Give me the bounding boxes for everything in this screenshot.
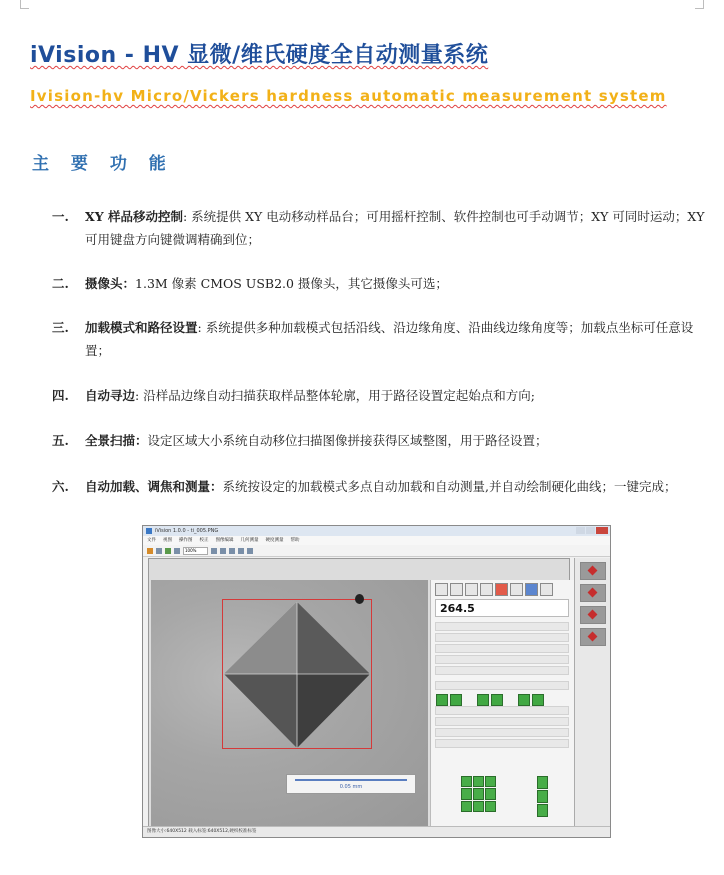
axis-led-icon (491, 694, 503, 706)
xy-jog-pad (461, 776, 497, 812)
scale-bar-line (295, 779, 407, 781)
feature-label: XY 样品移动控制 (85, 209, 183, 224)
feature-label: 摄像头： (85, 276, 136, 291)
menu-item[interactable]: 几何测量 (240, 538, 259, 543)
image-viewer[interactable] (151, 580, 428, 826)
page-corner-mark-left (20, 0, 29, 9)
surface-defect (355, 594, 364, 604)
control-panel (430, 580, 574, 826)
window-title: iVision 1.0.0 - ti_005.PNG (155, 528, 219, 534)
measure-icon[interactable] (238, 548, 244, 554)
record-tool-icon[interactable] (450, 583, 463, 596)
line-icon[interactable] (220, 548, 226, 554)
page-corner-mark-right (695, 0, 704, 9)
feature-body (85, 205, 708, 251)
feature-body (85, 316, 708, 362)
hardness-reading: 264.5 (435, 599, 569, 617)
text-icon[interactable] (211, 548, 217, 554)
feature-item-1 (52, 205, 708, 251)
zoom-select[interactable]: 100% (183, 547, 208, 555)
paste-tool-icon[interactable] (480, 583, 493, 596)
thumbnail-panel (574, 558, 610, 828)
feature-body (85, 384, 708, 407)
scale-bar (286, 774, 416, 794)
document-subtitle-text: Ivision-hv Micro/Vickers hardness automatic measurement system (30, 87, 667, 105)
feature-item-4 (52, 384, 708, 407)
z-home-icon[interactable] (537, 790, 548, 803)
scale-bar-label: 0.05 mm (339, 784, 363, 790)
window-controls (576, 527, 608, 534)
feature-body (85, 429, 708, 452)
z-jog-pad (537, 776, 548, 817)
position-row[interactable] (435, 706, 569, 715)
close-icon[interactable] (596, 527, 608, 534)
document-subtitle (30, 87, 667, 105)
feature-text: 系统按设定的加载模式多点自动加载和自动测量,并自动绘制硬化曲线；一键完成； (222, 479, 677, 494)
window-titlebar (143, 526, 610, 536)
arrow-down-icon[interactable] (473, 801, 484, 812)
refresh-tool-icon[interactable] (510, 583, 523, 596)
position-row[interactable] (435, 728, 569, 737)
feature-number: 一. (52, 209, 69, 224)
parameter-row[interactable] (435, 622, 569, 631)
arrow-down-left-icon[interactable] (461, 801, 472, 812)
menu-item[interactable]: 文件 (147, 538, 156, 543)
feature-label: 自动寻边 (85, 388, 136, 403)
save-icon[interactable] (156, 548, 162, 554)
parameter-row[interactable] (435, 655, 569, 664)
menu-item[interactable]: 操作图 (179, 538, 193, 543)
grid-icon[interactable] (247, 548, 253, 554)
menu-item[interactable]: 硬度测量 (265, 538, 284, 543)
arrow-up-right-icon[interactable] (485, 776, 496, 787)
settings-tool-icon[interactable] (525, 583, 538, 596)
angle-icon[interactable] (229, 548, 235, 554)
feature-text: : 系统提供多种加载模式包括沿线、沿边缘角度、沿曲线边缘角度等；加载点坐标可任意设置； (85, 320, 694, 358)
blank-tool-icon[interactable] (540, 583, 553, 596)
feature-number: 三. (52, 320, 69, 335)
feature-item-3 (52, 316, 708, 362)
app-icon (146, 528, 152, 534)
arrow-right-icon[interactable] (485, 788, 496, 799)
arrow-up-icon[interactable] (473, 776, 484, 787)
feature-item-6 (52, 475, 708, 498)
z-up-icon[interactable] (537, 776, 548, 789)
parameter-row[interactable] (435, 681, 569, 690)
image-thumbnail[interactable] (580, 628, 606, 646)
software-screenshot (142, 525, 611, 838)
arrow-down-right-icon[interactable] (485, 801, 496, 812)
arrow-left-icon[interactable] (461, 788, 472, 799)
feature-label: 加载模式和路径设置 (85, 320, 198, 335)
menu-bar (143, 536, 610, 545)
feature-text: : 系统提供 XY 电动移动样品台；可用摇杆控制、软件控制也可手动调节；XY 可同时运动；XY 可用键盘方向键微调精确到位； (85, 209, 705, 247)
feature-number: 四. (52, 388, 69, 403)
section-heading: 主 要 功 能 (32, 154, 174, 174)
axis-led-icon (436, 694, 448, 706)
open-icon[interactable] (147, 548, 153, 554)
measure-tool-icon[interactable] (435, 583, 448, 596)
camera-icon[interactable] (165, 548, 171, 554)
axis-led-icon (450, 694, 462, 706)
z-down-icon[interactable] (537, 804, 548, 817)
feature-item-2 (52, 272, 708, 295)
menu-item[interactable]: 视图 (163, 538, 172, 543)
document-title (30, 38, 488, 69)
pointer-icon[interactable] (174, 548, 180, 554)
feature-body (85, 475, 708, 498)
image-thumbnail[interactable] (580, 606, 606, 624)
image-thumbnail[interactable] (580, 584, 606, 602)
parameter-row[interactable] (435, 666, 569, 675)
feature-label: 全景扫描： (85, 433, 148, 448)
home-icon[interactable] (473, 788, 484, 799)
feature-number: 五. (52, 433, 69, 448)
axis-led-icon (518, 694, 530, 706)
feature-text: 设定区域大小系统自动移位扫描图像拼接获得区域整图，用于路径设置； (147, 433, 548, 448)
control-toolbar (435, 583, 553, 596)
feature-text: 1.3M 像素 CMOS USB2.0 摄像头，其它摄像头可选； (135, 276, 448, 291)
maximize-icon[interactable] (586, 527, 595, 534)
menu-item[interactable]: 图像编辑 (215, 538, 234, 543)
feature-item-5 (52, 429, 708, 452)
arrow-up-left-icon[interactable] (461, 776, 472, 787)
axis-status (435, 692, 569, 704)
parameter-row[interactable] (435, 633, 569, 642)
copy-tool-icon[interactable] (465, 583, 478, 596)
menu-item[interactable]: 校正 (199, 538, 209, 543)
toolbar (143, 545, 610, 557)
position-row[interactable] (435, 739, 569, 748)
parameter-rows (435, 622, 569, 750)
feature-label: 自动加载、调焦和测量： (85, 479, 223, 494)
feature-number: 二. (52, 276, 69, 291)
image-thumbnail[interactable] (580, 562, 606, 580)
document-title-text: iVision - HV 显微/维氏硬度全自动测量系统 (30, 43, 489, 68)
menu-item[interactable]: 帮助 (290, 538, 300, 543)
minimize-icon[interactable] (576, 527, 585, 534)
position-row[interactable] (435, 717, 569, 726)
axis-led-icon (477, 694, 489, 706)
delete-tool-icon[interactable] (495, 583, 508, 596)
status-bar: 图像大小:640X512 载入标签:640X512,硬织校准标签 (143, 826, 610, 837)
measurement-roi[interactable] (222, 599, 372, 749)
feature-text: : 沿样品边缘自动扫描获取样品整体轮廓，用于路径设置定起始点和方向; (135, 388, 535, 403)
axis-led-icon (532, 694, 544, 706)
feature-body (85, 272, 708, 295)
feature-number: 六. (52, 479, 69, 494)
parameter-row[interactable] (435, 644, 569, 653)
